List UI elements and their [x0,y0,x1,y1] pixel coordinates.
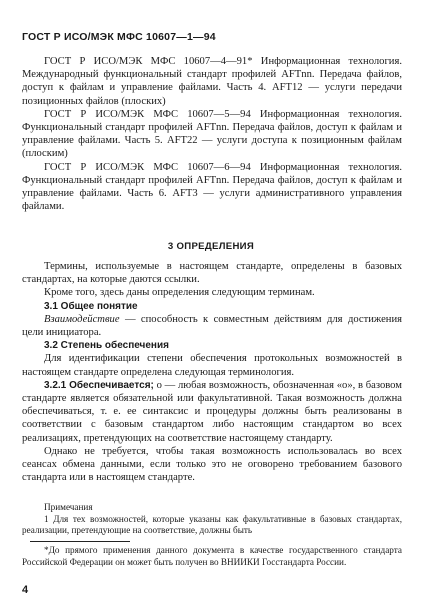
running-header: ГОСТ Р ИСО/МЭК МФС 10607—1—94 [22,31,216,43]
footnote [22,545,402,568]
reference-item: ГОСТ Р ИСО/МЭК МФС 10607—4—91* Информационная технология. Международный функциональный стандарт профилей AFTnn. Передача файлов, доступ к файлам и управление файлами. Часть 4. AFT12 — услуги передачи позиционных файлов (плоских) [22,56,402,107]
reference-item: ГОСТ Р ИСО/МЭК МФС 10607—5—94 Информационная технология. Функциональный стандарт профилей AFTnn. Передача файлов, доступ к файлам и управление файлами. Часть 5. AFT22 — услуги доступа к позиционным файлам (плоским) [22,108,402,160]
paragraph: Для идентификации степени обеспечения протокольных возможностей в настоящем стандарте определена следующая терминология. [22,353,402,378]
paragraph: Термины, используемые в настоящем стандарте, определены в базовых стандартах, на которые даются ссылки. [22,261,402,286]
clause-text: о — любая возможность, обозначенная «о», в базовом стандарте является обязательной или факультативной. Такая возможность должна обеспечиваться, т. е. ее синтаксис и процедуры должны быть реализованы в соответствии с базовым стандартом либо настоящим стандартом во всех реализациях, претендующих на соответствие настоящему стандарту. [22,379,402,444]
definition-paragraph [22,379,402,445]
definition-paragraph [22,313,402,339]
definitions-body [22,260,402,484]
footnote-text: *До прямого применения данного документа в качестве государственного стандарта Российской Федерации он может быть получен во ВНИИКИ Госстандарта России. [22,545,402,567]
references-list [22,55,402,213]
clause-label: 3.2.1 Обеспечивается; [44,379,154,391]
subsection-heading: 3.1 Общее понятие [44,300,138,312]
reference-item: ГОСТ Р ИСО/МЭК МФС 10607—6—94 Информационная технология. Функциональный стандарт профилей AFTnn. Передача файлов, доступ к файлам и управление файлами. Часть 6. AFT3 — услуги административного управления файлами. [22,161,402,213]
page-number: 4 [22,584,29,596]
section-title: 3 ОПРЕДЕЛЕНИЯ [167,241,255,252]
paragraph: Однако не требуется, чтобы такая возможность использовалась во всех сеансах обмена данными, если только это не оговорено требованием базового стандарта или в настоящем стандарте. [22,445,402,484]
definition-text: — способность к совместным действиям для достижения цели инициатора. [22,313,402,339]
notes-block [22,502,402,537]
notes-title: Примечания [44,502,93,512]
defined-term: Взаимодействие [44,313,120,325]
paragraph: Кроме того, здесь даны определения следующим терминам. [44,287,315,299]
footnote-divider [30,541,130,542]
note-item: 1 Для тех возможностей, которые указаны как факультативные в базовых стандартах, реализации, претендующие на соответствие, должны быть [22,513,402,536]
subsection-heading: 3.2 Степень обеспечения [44,340,169,352]
